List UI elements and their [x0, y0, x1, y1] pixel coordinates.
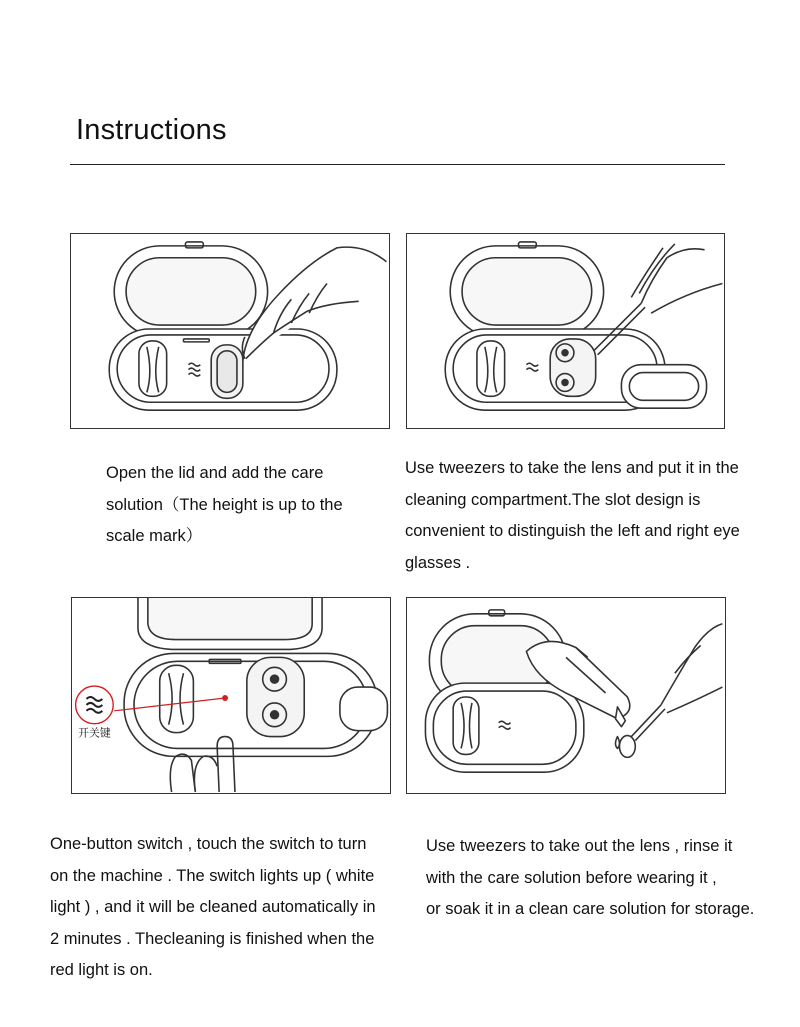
step-1-caption: [106, 458, 343, 553]
step-2-illustration: [406, 233, 725, 429]
rinse-lens-illustration: [407, 598, 725, 793]
caption-line: Use tweezers to take the lens and put it in the: [405, 459, 739, 477]
caption-line: One-button switch , touch the switch to turn: [50, 835, 367, 853]
caption-line: Use tweezers to take out the lens , rinse it: [426, 837, 733, 855]
title-divider: [70, 164, 725, 165]
step-4-illustration: [406, 597, 726, 794]
caption-line: with the care solution before wearing it ,: [426, 868, 717, 887]
caption-line: glasses .: [405, 553, 471, 572]
step-4-caption: [426, 831, 754, 926]
caption-line: Open the lid and add the care: [106, 464, 324, 482]
step-1-illustration: [70, 233, 390, 429]
caption-line: solution（The height is up to the: [106, 495, 343, 514]
caption-line: light ) , and it will be cleaned automatically in: [50, 898, 376, 916]
caption-line: convenient to distinguish the left and right eye: [405, 522, 740, 540]
switch-callout: [76, 686, 114, 739]
caption-line: 2 minutes . Thecleaning is finished when the: [50, 929, 375, 948]
switch-label: 开关键: [78, 726, 111, 740]
step-2-caption: [405, 453, 740, 579]
caption-line: on the machine . The switch lights up ( white: [50, 866, 375, 885]
step-3-caption: [50, 829, 376, 987]
step-3-illustration: [71, 597, 391, 794]
case-open-lid-illustration: [71, 234, 389, 428]
caption-line: red light is on.: [50, 961, 153, 979]
press-switch-illustration: [72, 598, 390, 793]
tweezers-place-lens-illustration: [407, 234, 724, 428]
caption-line: cleaning compartment.The slot design is: [405, 490, 701, 509]
page-title: Instructions: [76, 114, 227, 146]
caption-line: scale mark）: [106, 527, 203, 545]
caption-line: or soak it in a clean care solution for storage.: [426, 900, 755, 918]
